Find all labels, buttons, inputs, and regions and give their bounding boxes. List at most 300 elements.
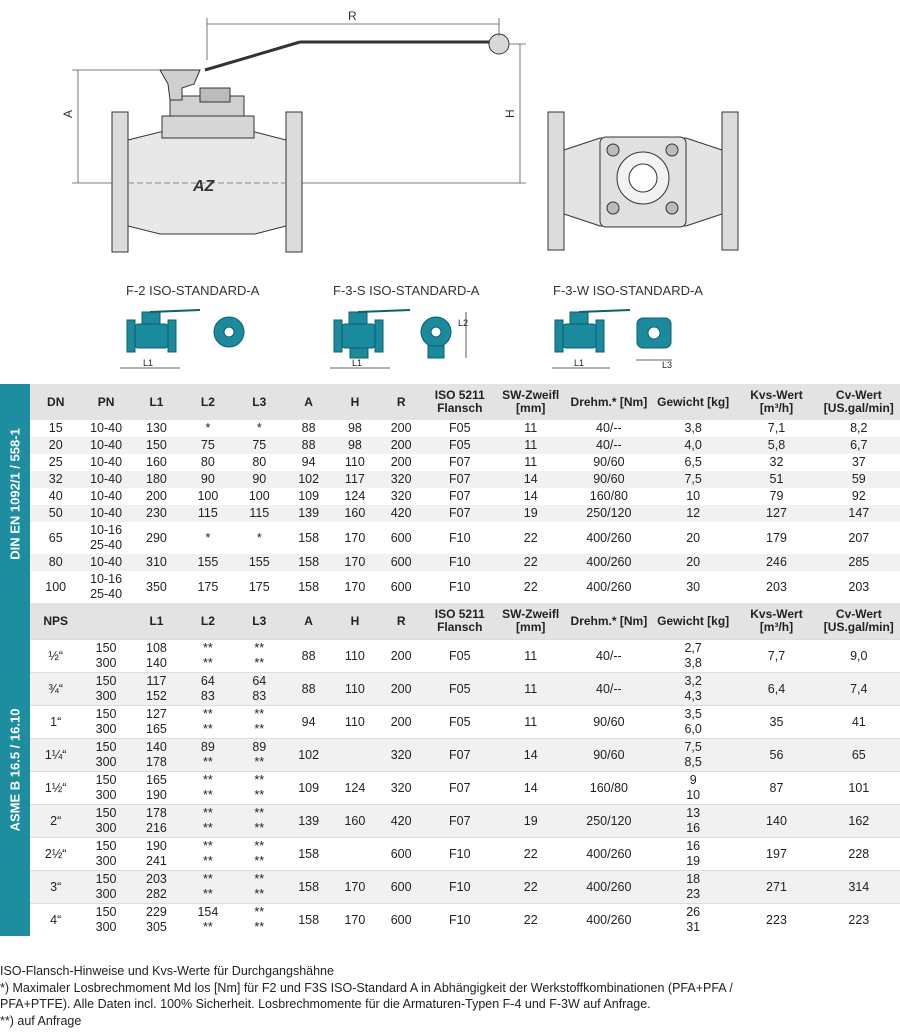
asme-cell: 64 83 — [182, 673, 233, 706]
table-row — [30, 454, 900, 471]
asme-cell: 124 — [332, 772, 377, 805]
table-row — [30, 420, 900, 437]
asme-cell: 600 — [378, 871, 425, 904]
variant-f3s-dim-l1: L1 — [352, 358, 363, 368]
din-header-1: PN — [81, 384, 130, 420]
variant-f2-dim-l1: L1 — [143, 358, 154, 368]
dim-r-label: R — [348, 9, 357, 23]
asme-cell: F07 — [425, 772, 495, 805]
asme-cell: F07 — [425, 805, 495, 838]
asme-cell: F10 — [425, 838, 495, 871]
din-cell: 22 — [495, 522, 567, 554]
din-header-2: L1 — [131, 384, 182, 420]
asme-header-4: L3 — [234, 603, 285, 640]
din-cell: 320 — [378, 471, 425, 488]
table-row — [30, 772, 900, 805]
table-row — [30, 805, 900, 838]
asme-cell: 22 — [495, 871, 567, 904]
asme-cell: 14 — [495, 772, 567, 805]
asme-cell: ** ** — [234, 904, 285, 937]
din-header-6: H — [332, 384, 377, 420]
din-cell: 79 — [735, 488, 817, 505]
asme-cell: 65 — [818, 739, 900, 772]
din-cell: 175 — [182, 571, 233, 603]
asme-cell: 170 — [332, 871, 377, 904]
variant-f3w-dim-l3: L3 — [662, 360, 673, 370]
din-cell: 10-16 25-40 — [81, 522, 130, 554]
din-cell: 400/260 — [567, 554, 651, 571]
asme-cell: 22 — [495, 838, 567, 871]
variant-f3w-thumb — [552, 310, 672, 368]
table-row — [30, 673, 900, 706]
din-header-5: A — [285, 384, 332, 420]
din-cell: 30 — [651, 571, 735, 603]
table-row — [30, 838, 900, 871]
din-cell: 230 — [131, 505, 182, 522]
asme-cell: 160/80 — [567, 772, 651, 805]
din-side-label: DIN EN 1092/1 / 558-1 — [7, 427, 23, 560]
din-cell: 98 — [332, 420, 377, 437]
asme-cell: ¾“ — [30, 673, 81, 706]
asme-cell: 400/260 — [567, 871, 651, 904]
din-cell: 160 — [332, 505, 377, 522]
table-row — [30, 437, 900, 454]
din-cell: 200 — [378, 437, 425, 454]
asme-header-11: Gewicht [kg] — [651, 603, 735, 640]
asme-cell: 1¼“ — [30, 739, 81, 772]
din-cell: 285 — [818, 554, 900, 571]
din-cell: F07 — [425, 505, 495, 522]
asme-cell: 117 152 — [131, 673, 182, 706]
din-cell: * — [182, 420, 233, 437]
asme-header-6: H — [332, 603, 377, 640]
asme-cell: 3“ — [30, 871, 81, 904]
asme-cell: 9,0 — [818, 640, 900, 673]
asme-cell: 9 10 — [651, 772, 735, 805]
asme-cell: 600 — [378, 904, 425, 937]
din-cell: 40/-- — [567, 437, 651, 454]
din-cell: 170 — [332, 571, 377, 603]
asme-header-1 — [81, 603, 130, 640]
asme-cell: 127 165 — [131, 706, 182, 739]
din-cell: 15 — [30, 420, 81, 437]
din-cell: 98 — [332, 437, 377, 454]
din-cell: 109 — [285, 488, 332, 505]
din-cell: 310 — [131, 554, 182, 571]
din-cell: 203 — [818, 571, 900, 603]
din-cell: 115 — [182, 505, 233, 522]
din-cell: 50 — [30, 505, 81, 522]
asme-cell: 108 140 — [131, 640, 182, 673]
asme-cell: F10 — [425, 871, 495, 904]
asme-cell: ** ** — [234, 640, 285, 673]
note-on-request: **) auf Anfrage — [0, 1013, 82, 1028]
din-cell: 117 — [332, 471, 377, 488]
din-header-7: R — [378, 384, 425, 420]
asme-side-label: ASME B 16.5 / 16.10 — [7, 708, 23, 831]
asme-cell: 6,4 — [735, 673, 817, 706]
asme-cell: 200 — [378, 640, 425, 673]
variant-f3s-label: F-3-S ISO-STANDARD-A — [333, 283, 480, 298]
din-cell: 90/60 — [567, 454, 651, 471]
din-cell: 37 — [818, 454, 900, 471]
spec-tables — [0, 384, 900, 936]
asme-cell: 140 178 — [131, 739, 182, 772]
din-cell: 400/260 — [567, 571, 651, 603]
din-cell: 10-40 — [81, 488, 130, 505]
asme-cell: ** ** — [234, 772, 285, 805]
brand-logo: AZ — [193, 178, 215, 195]
din-cell: 20 — [651, 522, 735, 554]
din-cell: 100 — [182, 488, 233, 505]
asme-cell: 90/60 — [567, 706, 651, 739]
din-cell: 350 — [131, 571, 182, 603]
din-cell: 179 — [735, 522, 817, 554]
asme-cell — [332, 838, 377, 871]
asme-side-band — [0, 603, 30, 936]
asme-cell: 35 — [735, 706, 817, 739]
din-cell: 14 — [495, 471, 567, 488]
din-cell: 90 — [234, 471, 285, 488]
asme-cell: 150 300 — [81, 904, 130, 937]
asme-cell: 7,5 8,5 — [651, 739, 735, 772]
asme-header-12: Kvs-Wert [m³/h] — [735, 603, 817, 640]
din-header-10: Drehm.* [Nm] — [567, 384, 651, 420]
din-cell: 200 — [131, 488, 182, 505]
din-header-4: L3 — [234, 384, 285, 420]
asme-cell: 160 — [332, 805, 377, 838]
din-cell: F10 — [425, 554, 495, 571]
asme-cell: 26 31 — [651, 904, 735, 937]
din-cell: * — [234, 420, 285, 437]
asme-header-3: L2 — [182, 603, 233, 640]
din-cell: 7,1 — [735, 420, 817, 437]
asme-cell: 150 300 — [81, 640, 130, 673]
table-row — [30, 640, 900, 673]
table-row — [30, 488, 900, 505]
din-cell: 127 — [735, 505, 817, 522]
din-cell: 8,2 — [818, 420, 900, 437]
asme-cell: 228 — [818, 838, 900, 871]
din-cell: 160/80 — [567, 488, 651, 505]
din-cell: 207 — [818, 522, 900, 554]
din-cell: 203 — [735, 571, 817, 603]
asme-cell: 320 — [378, 739, 425, 772]
asme-cell: ** ** — [182, 706, 233, 739]
asme-cell: 223 — [818, 904, 900, 937]
note-torque: *) Maximaler Losbrechmoment Md los [Nm] für F2 und F3S ISO-Standard A in Abhängigkeit der Werkstoffkombinationen (PFA+PFA / — [0, 980, 733, 995]
din-cell: 600 — [378, 522, 425, 554]
din-cell: 100 — [30, 571, 81, 603]
din-cell: 10-40 — [81, 554, 130, 571]
din-header-8: ISO 5211 Flansch — [425, 384, 495, 420]
variant-f3s-dim-l2: L2 — [458, 318, 469, 328]
variant-f3w-dim-l1: L1 — [574, 358, 585, 368]
asme-cell: 150 300 — [81, 706, 130, 739]
footnotes — [0, 963, 900, 1029]
asme-cell: F10 — [425, 904, 495, 937]
asme-cell: 89 ** — [182, 739, 233, 772]
din-cell: 3,8 — [651, 420, 735, 437]
asme-header-7: R — [378, 603, 425, 640]
din-table — [30, 384, 900, 603]
asme-cell: 140 — [735, 805, 817, 838]
asme-header-0: NPS — [30, 603, 81, 640]
din-cell: 158 — [285, 522, 332, 554]
din-cell: 200 — [378, 420, 425, 437]
din-cell: 158 — [285, 571, 332, 603]
variant-f2-thumb — [120, 310, 244, 368]
valve-drawings — [0, 0, 900, 382]
din-cell: 40/-- — [567, 420, 651, 437]
asme-cell: 2½“ — [30, 838, 81, 871]
asme-cell: 101 — [818, 772, 900, 805]
din-cell: 320 — [378, 488, 425, 505]
din-cell: 32 — [30, 471, 81, 488]
din-cell: 155 — [182, 554, 233, 571]
din-cell: 600 — [378, 571, 425, 603]
asme-cell: 165 190 — [131, 772, 182, 805]
din-header-0: DN — [30, 384, 81, 420]
din-cell: 90 — [182, 471, 233, 488]
asme-cell: 158 — [285, 838, 332, 871]
din-cell: 420 — [378, 505, 425, 522]
asme-cell: 162 — [818, 805, 900, 838]
table-row — [30, 522, 900, 554]
din-cell: 10 — [651, 488, 735, 505]
asme-cell: ** ** — [234, 838, 285, 871]
asme-cell: 41 — [818, 706, 900, 739]
asme-cell: 22 — [495, 904, 567, 937]
table-row — [30, 739, 900, 772]
din-cell: 20 — [30, 437, 81, 454]
asme-cell: 158 — [285, 904, 332, 937]
asme-cell: 400/260 — [567, 904, 651, 937]
din-cell: * — [182, 522, 233, 554]
din-cell: 25 — [30, 454, 81, 471]
variant-f3s-thumb — [330, 310, 469, 368]
note-torque-cont: PFA+PTFE). Alle Daten incl. 100% Sicherheit. Losbrechmomente für die Armaturen-Typen F-4 und F-3W auf Anfrage. — [0, 997, 651, 1011]
asme-cell: ** ** — [182, 871, 233, 904]
asme-cell — [332, 739, 377, 772]
asme-cell: 11 — [495, 673, 567, 706]
din-cell: 75 — [234, 437, 285, 454]
din-cell: 92 — [818, 488, 900, 505]
asme-cell: 197 — [735, 838, 817, 871]
asme-cell: 7,7 — [735, 640, 817, 673]
din-cell: F10 — [425, 571, 495, 603]
asme-cell: 16 19 — [651, 838, 735, 871]
din-cell: 11 — [495, 437, 567, 454]
din-cell: 4,0 — [651, 437, 735, 454]
asme-table-block — [0, 603, 900, 936]
asme-cell: F05 — [425, 640, 495, 673]
asme-cell: 150 300 — [81, 805, 130, 838]
asme-cell: 3,5 6,0 — [651, 706, 735, 739]
din-cell: 51 — [735, 471, 817, 488]
din-cell: 10-16 25-40 — [81, 571, 130, 603]
din-cell: 170 — [332, 522, 377, 554]
din-cell: 22 — [495, 554, 567, 571]
dim-a-label: A — [61, 109, 75, 118]
asme-cell: F05 — [425, 706, 495, 739]
din-cell: 6,5 — [651, 454, 735, 471]
asme-cell: 102 — [285, 739, 332, 772]
note-title: ISO-Flansch-Hinweise und Kvs-Werte für Durchgangshähne — [0, 964, 334, 978]
din-cell: 7,5 — [651, 471, 735, 488]
asme-header-10: Drehm.* [Nm] — [567, 603, 651, 640]
din-cell: 147 — [818, 505, 900, 522]
asme-cell: ** ** — [182, 838, 233, 871]
variant-f3w-label: F-3-W ISO-STANDARD-A — [553, 283, 703, 298]
din-header-9: SW-Zweifl [mm] — [495, 384, 567, 420]
din-cell: 40 — [30, 488, 81, 505]
asme-cell: 200 — [378, 673, 425, 706]
din-cell: 14 — [495, 488, 567, 505]
din-cell: F10 — [425, 522, 495, 554]
asme-cell: 7,4 — [818, 673, 900, 706]
asme-cell: ½“ — [30, 640, 81, 673]
asme-cell: 158 — [285, 871, 332, 904]
table-row — [30, 706, 900, 739]
asme-cell: 94 — [285, 706, 332, 739]
din-cell: 246 — [735, 554, 817, 571]
din-cell: 10-40 — [81, 420, 130, 437]
din-cell: 150 — [131, 437, 182, 454]
din-cell: 290 — [131, 522, 182, 554]
din-cell: 600 — [378, 554, 425, 571]
din-cell: 5,8 — [735, 437, 817, 454]
asme-table — [30, 603, 900, 936]
din-header-13: Cv-Wert [US.gal/min] — [818, 384, 900, 420]
din-cell: 20 — [651, 554, 735, 571]
asme-cell: 223 — [735, 904, 817, 937]
table-row — [30, 571, 900, 603]
asme-cell: F07 — [425, 739, 495, 772]
din-cell: 110 — [332, 454, 377, 471]
din-cell: F07 — [425, 488, 495, 505]
asme-cell: 314 — [818, 871, 900, 904]
asme-cell: 11 — [495, 640, 567, 673]
din-cell: F05 — [425, 437, 495, 454]
asme-cell: 139 — [285, 805, 332, 838]
asme-cell: 271 — [735, 871, 817, 904]
din-cell: 200 — [378, 454, 425, 471]
asme-header-9: SW-Zweifl [mm] — [495, 603, 567, 640]
din-cell: 88 — [285, 420, 332, 437]
din-cell: 400/260 — [567, 522, 651, 554]
asme-header-8: ISO 5211 Flansch — [425, 603, 495, 640]
asme-cell: 203 282 — [131, 871, 182, 904]
asme-cell: 150 300 — [81, 772, 130, 805]
asme-cell: 19 — [495, 805, 567, 838]
asme-cell: ** ** — [182, 805, 233, 838]
asme-cell: 109 — [285, 772, 332, 805]
dim-h-label: H — [503, 109, 517, 118]
asme-cell: 3,2 4,3 — [651, 673, 735, 706]
asme-cell: 600 — [378, 838, 425, 871]
table-row — [30, 471, 900, 488]
din-cell: 19 — [495, 505, 567, 522]
din-cell: 80 — [30, 554, 81, 571]
din-cell: 250/120 — [567, 505, 651, 522]
valve-front-view — [112, 34, 509, 252]
din-cell: 11 — [495, 420, 567, 437]
asme-cell: 18 23 — [651, 871, 735, 904]
asme-cell: 110 — [332, 673, 377, 706]
asme-cell: 40/-- — [567, 673, 651, 706]
din-cell: F05 — [425, 420, 495, 437]
din-cell: 65 — [30, 522, 81, 554]
asme-cell: 178 216 — [131, 805, 182, 838]
din-cell: 75 — [182, 437, 233, 454]
din-cell: 88 — [285, 437, 332, 454]
asme-cell: 88 — [285, 673, 332, 706]
asme-cell: 170 — [332, 904, 377, 937]
din-cell: 12 — [651, 505, 735, 522]
din-cell: 170 — [332, 554, 377, 571]
asme-cell: 64 83 — [234, 673, 285, 706]
din-header-11: Gewicht [kg] — [651, 384, 735, 420]
din-cell: 80 — [234, 454, 285, 471]
asme-cell: 90/60 — [567, 739, 651, 772]
asme-cell: ** ** — [234, 706, 285, 739]
din-cell: 6,7 — [818, 437, 900, 454]
asme-cell: 89 ** — [234, 739, 285, 772]
din-cell: 155 — [234, 554, 285, 571]
asme-cell: 150 300 — [81, 739, 130, 772]
asme-cell: 56 — [735, 739, 817, 772]
din-cell: 59 — [818, 471, 900, 488]
asme-cell: 200 — [378, 706, 425, 739]
asme-cell: 250/120 — [567, 805, 651, 838]
variant-f2-label: F-2 ISO-STANDARD-A — [126, 283, 260, 298]
asme-cell: 420 — [378, 805, 425, 838]
asme-cell: 14 — [495, 739, 567, 772]
din-cell: 102 — [285, 471, 332, 488]
asme-cell: 87 — [735, 772, 817, 805]
din-table-block — [0, 384, 900, 603]
asme-cell: ** ** — [182, 640, 233, 673]
din-cell: 11 — [495, 454, 567, 471]
asme-cell: 2“ — [30, 805, 81, 838]
table-row — [30, 554, 900, 571]
asme-cell: 154 ** — [182, 904, 233, 937]
asme-cell: 40/-- — [567, 640, 651, 673]
asme-header-5: A — [285, 603, 332, 640]
din-cell: 10-40 — [81, 454, 130, 471]
din-cell: 10-40 — [81, 505, 130, 522]
asme-cell: 190 241 — [131, 838, 182, 871]
asme-cell: ** ** — [234, 871, 285, 904]
din-cell: 115 — [234, 505, 285, 522]
din-cell: 10-40 — [81, 437, 130, 454]
asme-cell: 2,7 3,8 — [651, 640, 735, 673]
asme-cell: 110 — [332, 640, 377, 673]
table-row — [30, 505, 900, 522]
din-cell: 80 — [182, 454, 233, 471]
asme-cell: 320 — [378, 772, 425, 805]
din-cell: 180 — [131, 471, 182, 488]
din-cell: 100 — [234, 488, 285, 505]
din-cell: 160 — [131, 454, 182, 471]
din-cell: * — [234, 522, 285, 554]
asme-cell: 11 — [495, 706, 567, 739]
din-cell: 22 — [495, 571, 567, 603]
din-cell: 175 — [234, 571, 285, 603]
asme-header-13: Cv-Wert [US.gal/min] — [818, 603, 900, 640]
din-cell: F07 — [425, 471, 495, 488]
